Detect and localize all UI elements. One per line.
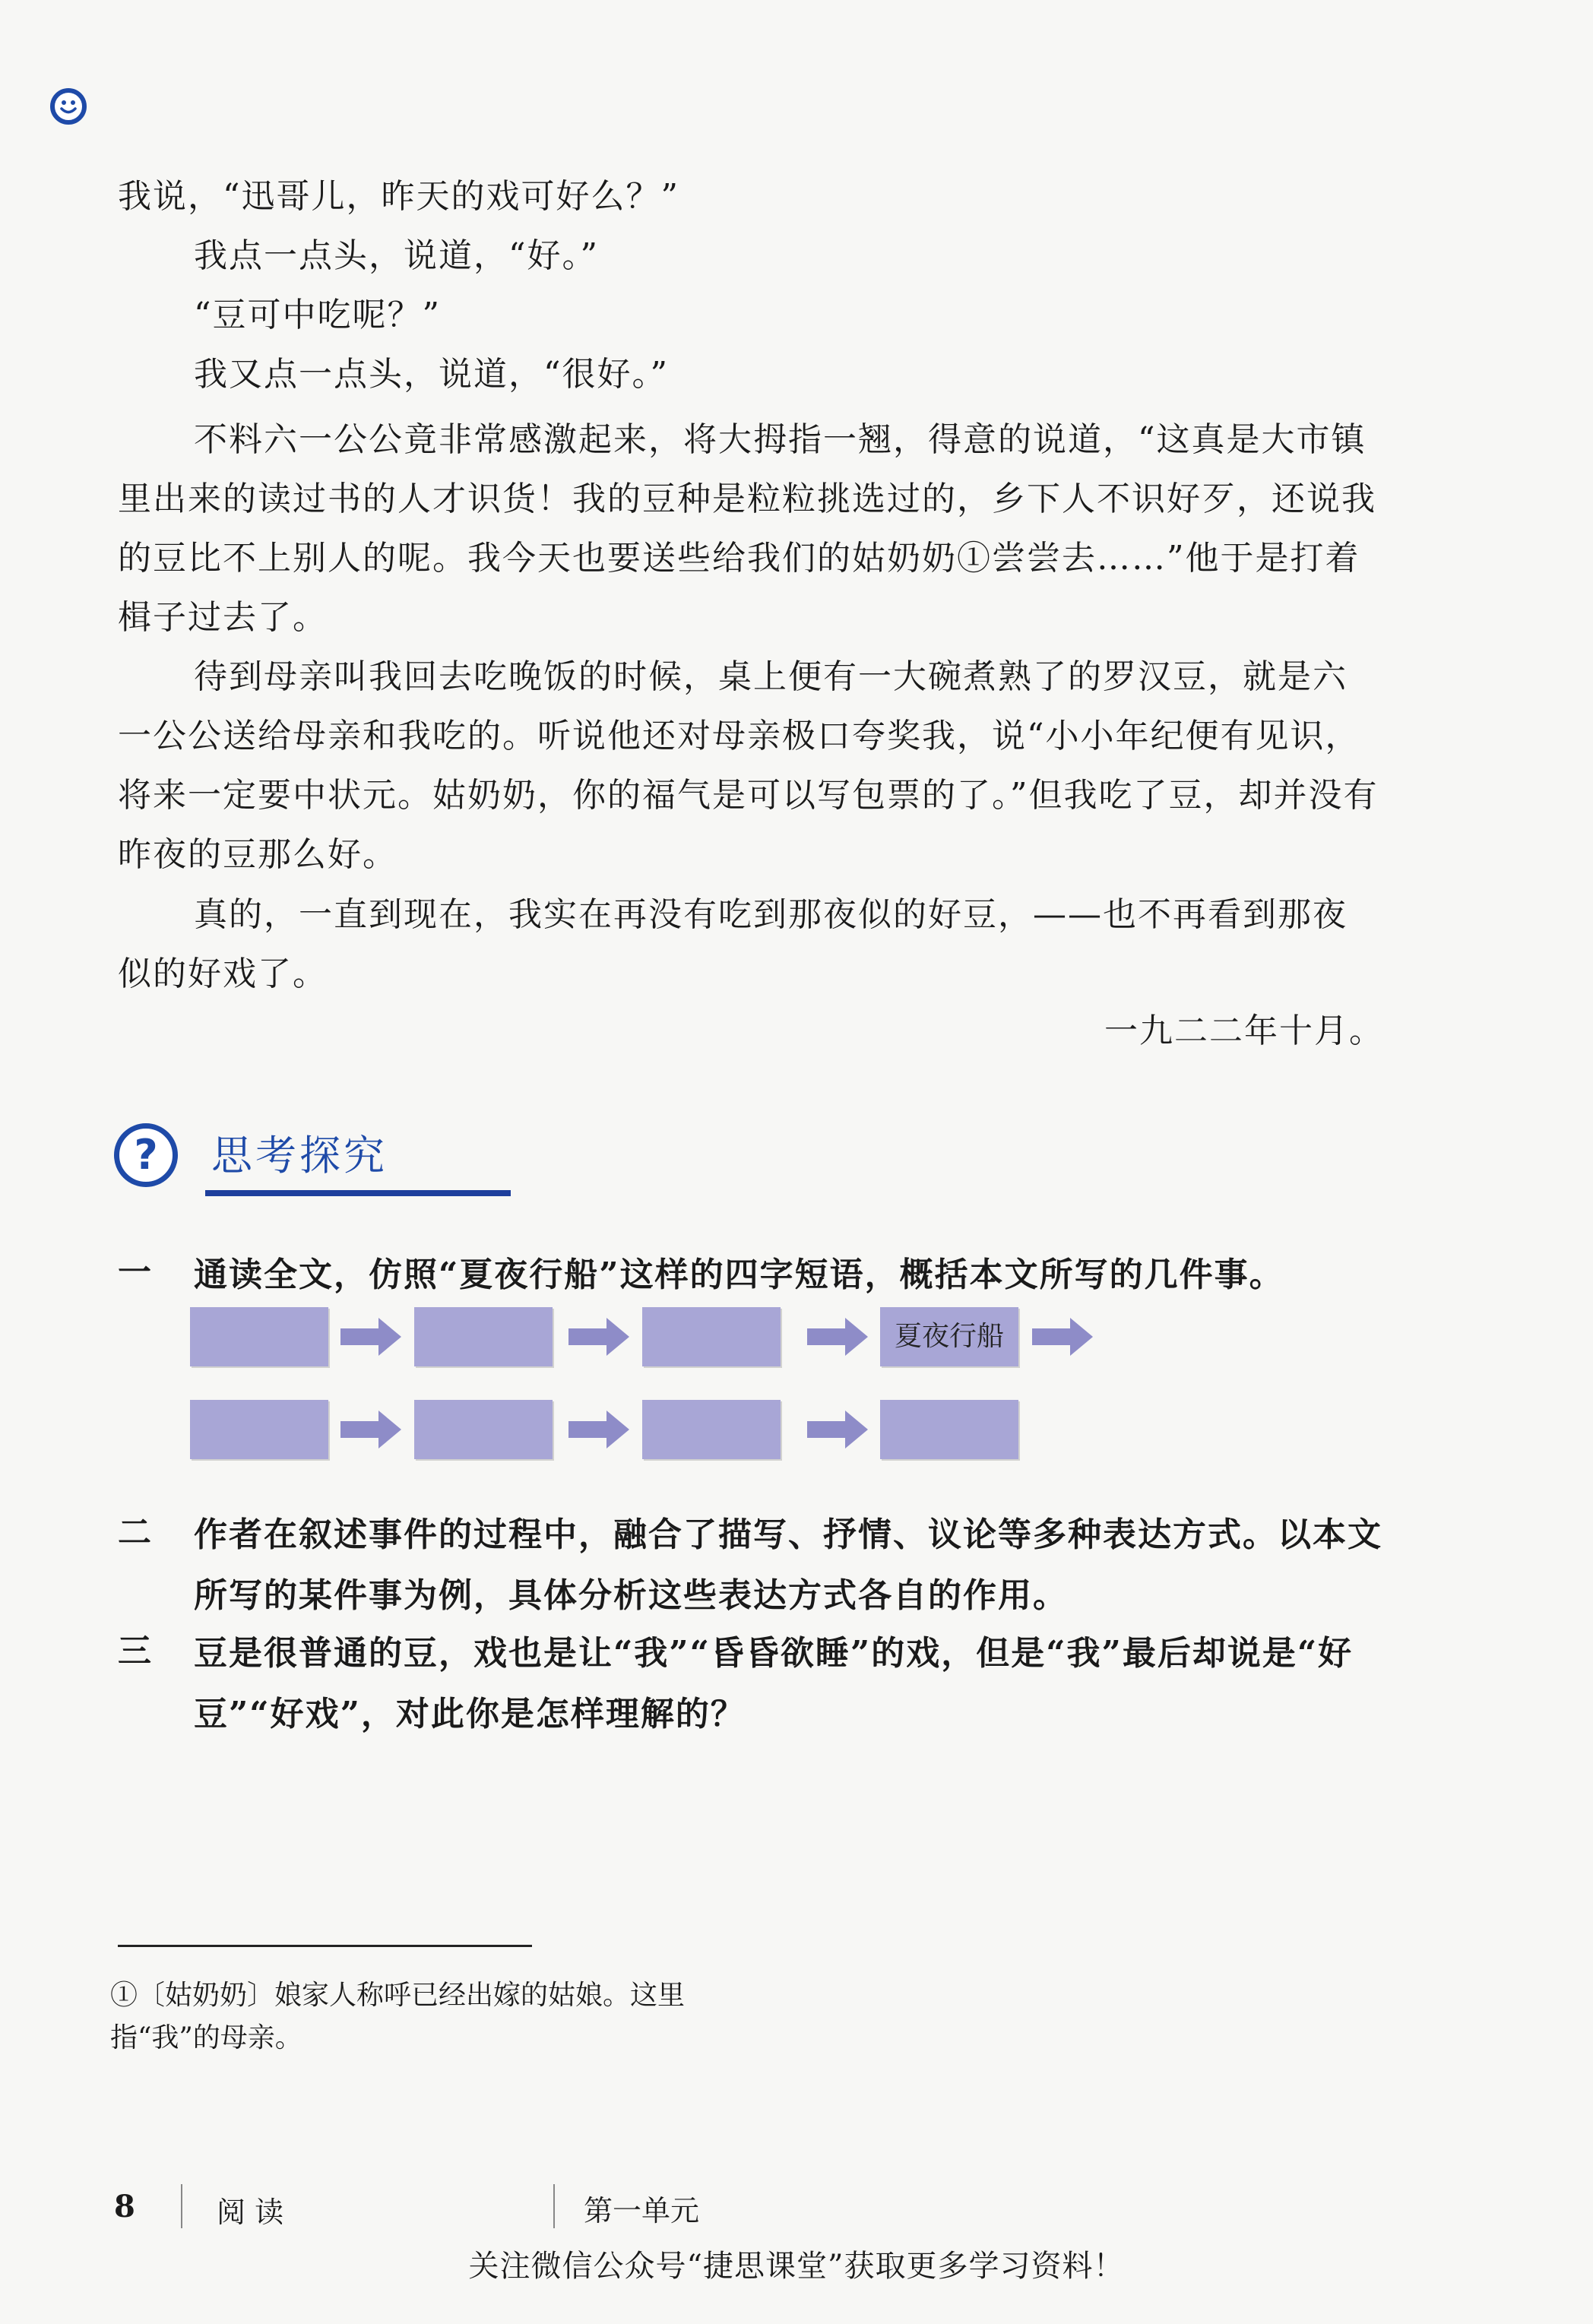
arrow-right-icon — [807, 1411, 868, 1449]
section-underline — [205, 1190, 511, 1196]
footer-notice: 关注微信公众号“捷思课堂”获取更多学习资料！ — [468, 2249, 1125, 2284]
question-text: 作者在叙述事件的过程中，融合了描写、抒情、议论等多种表达方式。以本文所写的某件事为例，具体分析这些表达方式各自的作用。 — [194, 1515, 1382, 1615]
footer-section-label: 阅 读 — [217, 2196, 284, 2229]
footer-divider — [553, 2184, 555, 2228]
question-text: 通读全文，仿照“夏夜行船”这样的四字短语，概括本文所写的几件事。 — [194, 1255, 1284, 1294]
footnote: ①〔姑奶奶〕娘家人称呼已经出嫁的姑娘。这里指“我”的母亲。 — [110, 1980, 686, 2053]
arrow-right-icon — [340, 1411, 401, 1449]
footnote-divider — [118, 1945, 532, 1947]
body-paragraph: 不料六一公公竟非常感激起来，将大拇指一翘，得意的说道，“这真是大市镇里出来的读过书的人才识货！我的豆种是粒粒挑选过的，乡下人不识好歹，还说我的豆比不上别人的呢。我今天也要送些给我们的姑奶奶①尝尝去……”他于是打着楫子过去了。 — [118, 420, 1376, 637]
question-number: 二 — [118, 1513, 151, 1552]
flow-box — [414, 1307, 553, 1366]
flow-box — [414, 1400, 553, 1459]
question-text: 豆是很普通的豆，戏也是让“我”“昏昏欲睡”的戏，但是“我”最后却说是“好豆”“好戏”，对此你是怎样理解的？ — [194, 1634, 1354, 1734]
footer-divider — [181, 2184, 182, 2228]
flow-box — [642, 1307, 781, 1366]
flow-box — [190, 1400, 328, 1459]
body-paragraph: 真的，一直到现在，我实在再没有吃到那夜似的好豆，——也不再看到那夜似的好戏了。 — [118, 895, 1348, 993]
body-paragraph: 我又点一点头，说道，“很好。” — [194, 355, 669, 394]
arrow-right-icon — [807, 1318, 868, 1356]
flow-box — [190, 1307, 328, 1366]
arrow-right-icon — [340, 1318, 401, 1356]
body-paragraph: “豆可中吃呢？” — [194, 296, 441, 334]
section-title: 思考探究 — [211, 1132, 388, 1179]
arrow-right-icon — [568, 1318, 629, 1356]
question-number: 三 — [118, 1632, 151, 1670]
page-number: 8 — [114, 2189, 135, 2224]
question-number: 一 — [118, 1253, 151, 1292]
body-paragraph: 我说，“迅哥儿，昨天的戏可好么？” — [118, 177, 679, 216]
arrow-right-icon — [568, 1411, 629, 1449]
footer-unit-label: 第一单元 — [584, 2194, 700, 2227]
flow-box — [642, 1400, 781, 1459]
body-paragraph: 我点一点头，说道，“好。” — [194, 236, 599, 275]
arrow-right-icon — [1032, 1318, 1093, 1356]
body-paragraph: 待到母亲叫我回去吃晚饭的时候，桌上便有一大碗煮熟了的罗汉豆，就是六一公公送给母亲和我吃的。听说他还对母亲极口夸奖我，说“小小年纪便有见识，将来一定要中状元。姑奶奶，你的福气是可以写包票的了。”但我吃了豆，却并没有昨夜的豆那么好。 — [118, 657, 1379, 874]
flow-box-example: 夏夜行船 — [880, 1307, 1018, 1366]
flow-box — [880, 1400, 1018, 1459]
smiley-icon — [50, 88, 87, 125]
date-line: 一九二二年十月。 — [1104, 1012, 1384, 1050]
question-mark-icon: ? — [114, 1123, 178, 1187]
